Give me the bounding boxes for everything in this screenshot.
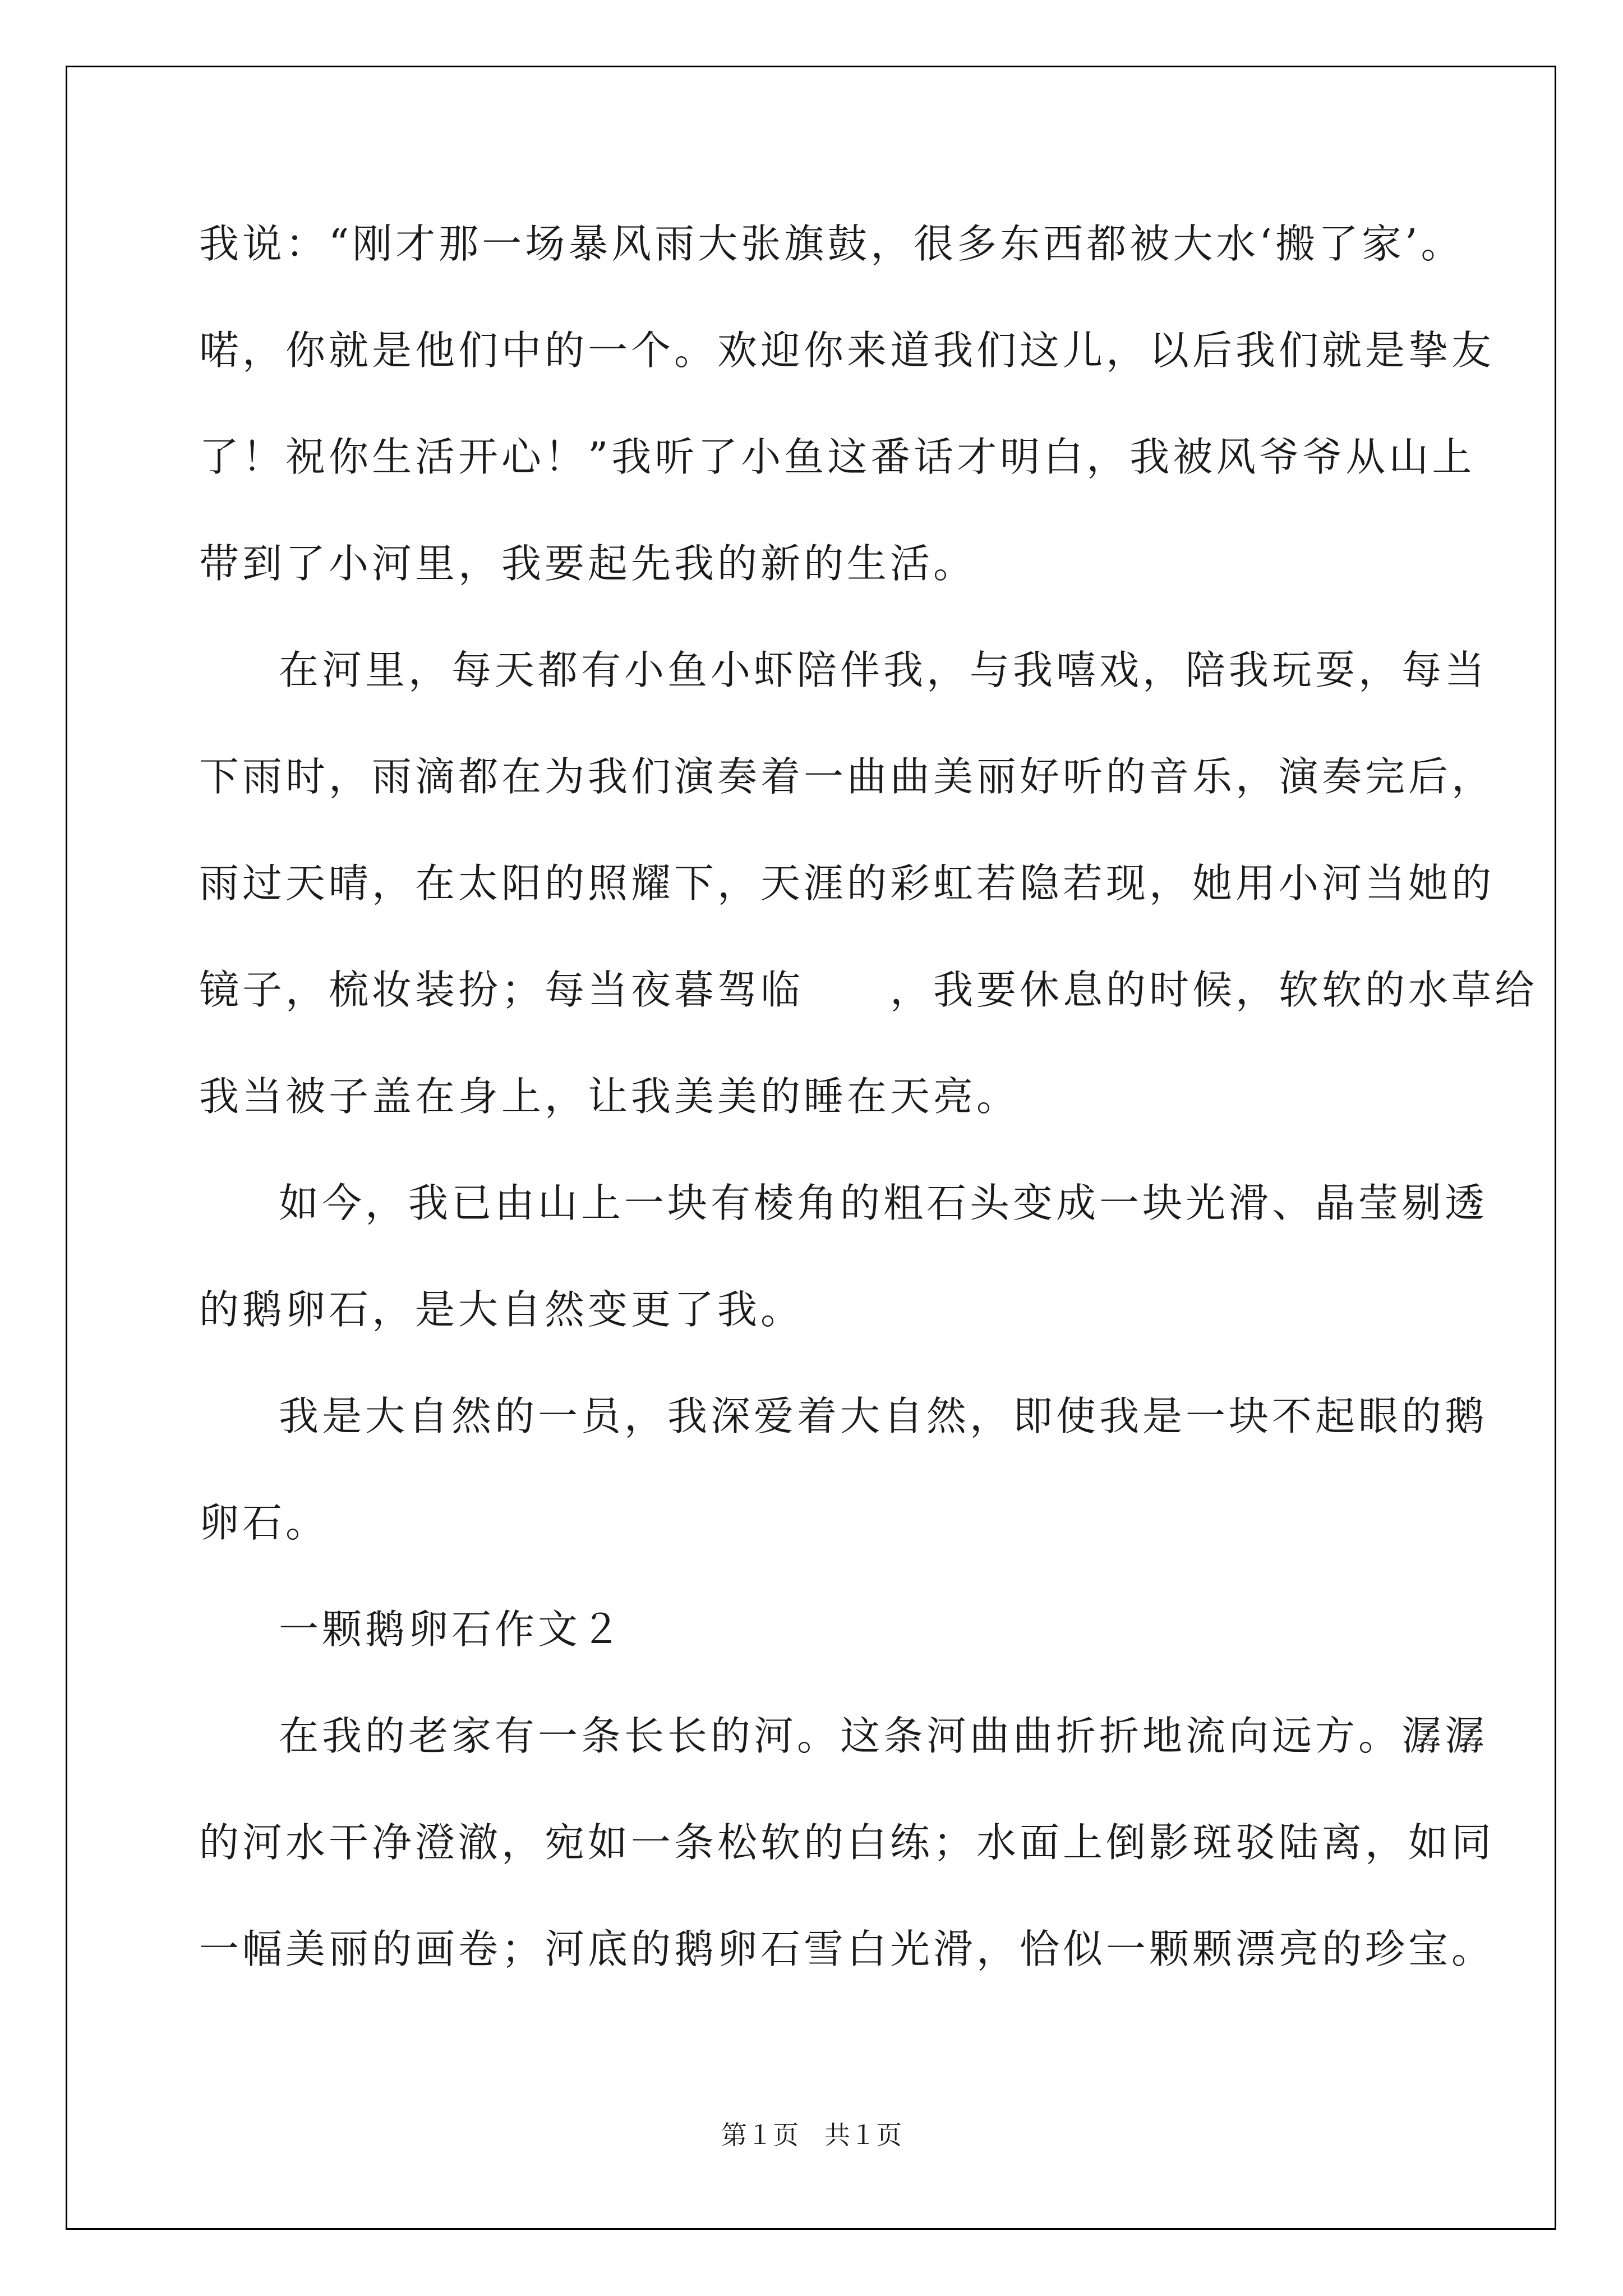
- text-line: 带到了小河里，我要起先我的新的生活。: [199, 540, 977, 587]
- text-line: 我说：“刚才那一场暴风雨大张旗鼓，很多东西都被大水‘搬了家’。: [199, 220, 1464, 267]
- text-line: 的河水干净澄澈，宛如一条松软的白练；水面上倒影斑驳陆离，如同: [199, 1819, 1495, 1866]
- text-line: 雨过天晴，在太阳的照耀下，天涯的彩虹若隐若现，她用小河当她的: [199, 860, 1495, 907]
- text-line: 镜子，梳妆装扮；每当夜暮驾临 ，我要休息的时候，软软的水草给: [199, 967, 1538, 1013]
- text-line: 在我的老家有一条长长的河。这条河曲曲折折地流向远方。潺潺: [279, 1713, 1488, 1759]
- text-line: 我当被子盖在身上，让我美美的睡在天亮。: [199, 1073, 1020, 1120]
- text-line: 下雨时，雨滴都在为我们演奏着一曲曲美丽好听的音乐，演奏完后，: [199, 753, 1495, 800]
- page-footer: 第１页 共１页: [721, 2120, 902, 2150]
- text-line: 我是大自然的一员，我深爱着大自然，即使我是一块不起眼的鹅: [279, 1393, 1488, 1439]
- text-line: 的鹅卵石，是大自然变更了我。: [199, 1286, 804, 1333]
- text-line: 了！祝你生活开心！”我听了小鱼这番话才明白，我被风爷爷从山上: [199, 434, 1476, 480]
- text-line: 如今，我已由山上一块有棱角的粗石头变成一块光滑、晶莹剔透: [279, 1180, 1488, 1226]
- text-line: 卵石。: [199, 1499, 329, 1546]
- text-line: 一幅美丽的画卷；河底的鹅卵石雪白光滑，恰似一颗颗漂亮的珍宝。: [199, 1926, 1495, 1972]
- text-line: 喏，你就是他们中的一个。欢迎你来道我们这儿，以后我们就是挚友: [199, 327, 1495, 374]
- page-border: [66, 66, 1556, 2230]
- section-heading: 一颗鹅卵石作文２: [279, 1606, 625, 1653]
- text-line: 在河里，每天都有小鱼小虾陪伴我，与我嘻戏，陪我玩耍，每当: [279, 647, 1488, 693]
